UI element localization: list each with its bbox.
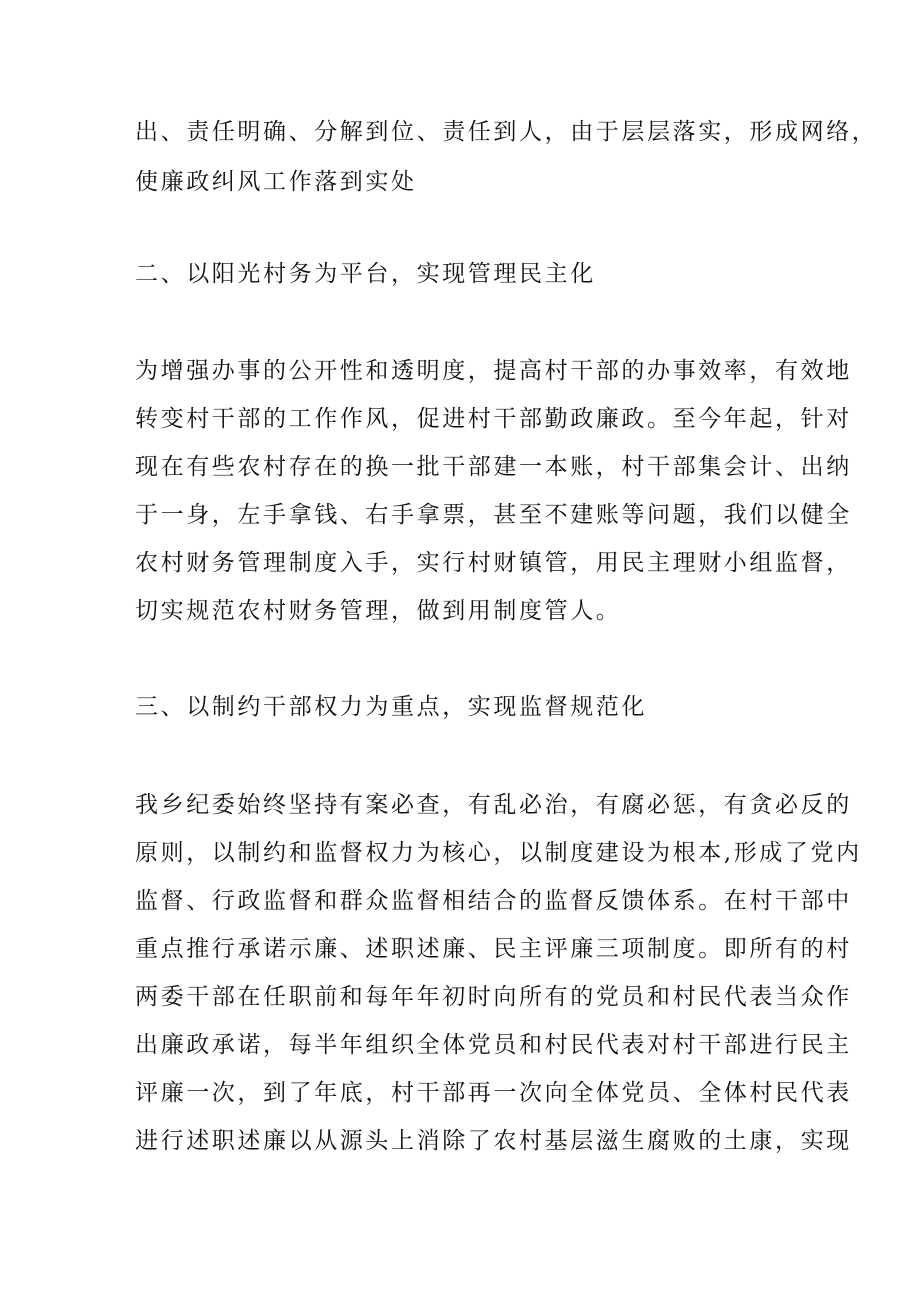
section-heading: 三、以制约干部权力为重点，实现监督规范化 (135, 694, 647, 720)
paragraph-line: 两委干部在任职前和每年年初时向所有的党员和村民代表当众作 (135, 984, 852, 1010)
paragraph-line: 现在有些农村存在的换一批干部建一本账，村干部集会计、出纳 (135, 454, 852, 480)
paragraph-line: 我乡纪委始终坚持有案必查，有乱必治，有腐必惩，有贪必反的 (135, 792, 852, 818)
paragraph-line: 出、责任明确、分解到位、责任到人，由于层层落实，形成网络， (135, 119, 878, 145)
paragraph-line: 重点推行承诺示廉、述职述廉、民主评廉三项制度。即所有的村 (135, 936, 852, 962)
section-heading: 二、以阳光村务为平台，实现管理民主化 (135, 261, 596, 287)
paragraph-line: 转变村干部的工作作风，促进村干部勤政廉政。至今年起，针对 (135, 406, 852, 432)
paragraph-line: 使廉政纠风工作落到实处 (135, 169, 417, 195)
paragraph-line: 评廉一次，到了年底，村干部再一次向全体党员、全体村民代表 (135, 1080, 852, 1106)
paragraph-line: 农村财务管理制度入手，实行村财镇管，用民主理财小组监督， (135, 550, 852, 576)
paragraph-line: 为增强办事的公开性和透明度，提高村干部的办事效率，有效地 (135, 358, 852, 384)
paragraph-line: 出廉政承诺，每半年组织全体党员和村民代表对村干部进行民主 (135, 1032, 852, 1058)
paragraph-line: 进行述职述廉以从源头上消除了农村基层滋生腐败的土康，实现 (135, 1128, 852, 1154)
paragraph-line: 于一身，左手拿钱、右手拿票，甚至不建账等问题，我们以健全 (135, 502, 852, 528)
paragraph-line: 切实规范农村财务管理，做到用制度管人。 (135, 598, 622, 624)
paragraph-line: 监督、行政监督和群众监督相结合的监督反馈体系。在村干部中 (135, 888, 852, 914)
paragraph-line: 原则，以制约和监督权力为核心，以制度建设为根本,形成了党内 (135, 840, 862, 866)
